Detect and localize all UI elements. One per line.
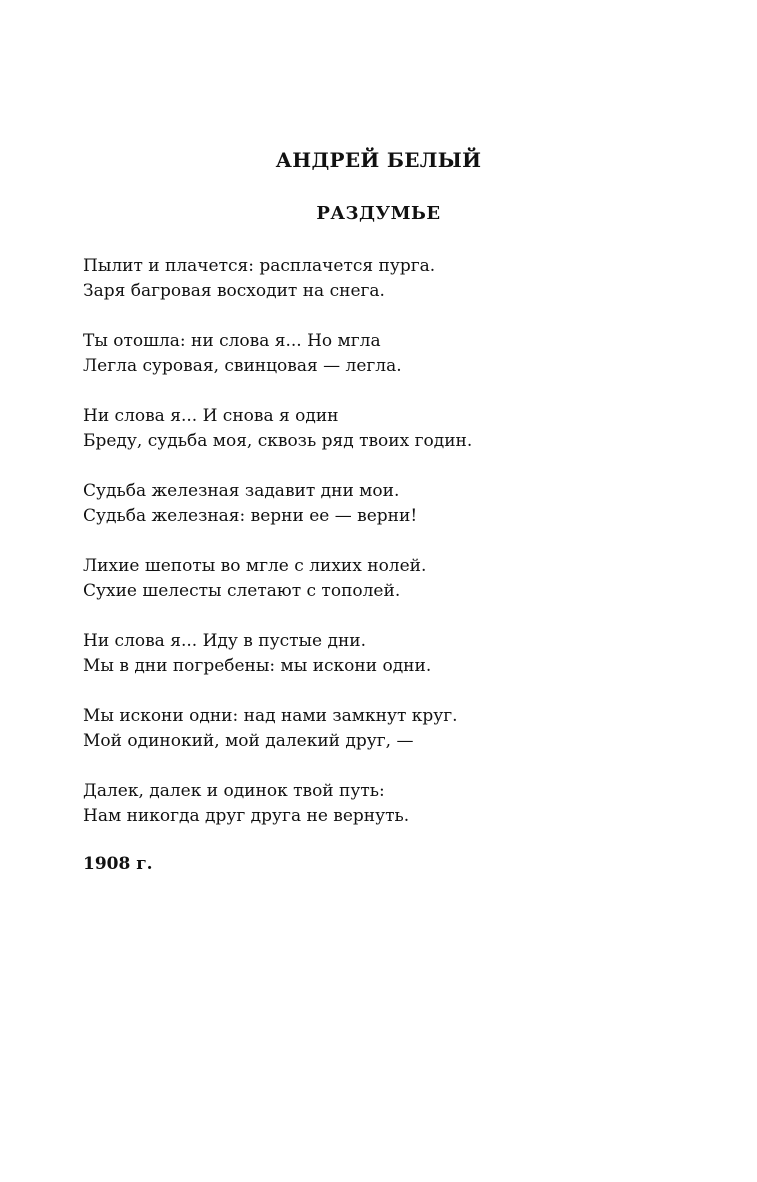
poem-line: Бреду, судьба моя, сквозь ряд твоих годин. [83,431,473,451]
stanza [83,629,733,679]
poem-line: Ты отошла: ни слова я... Но мгла [83,331,381,351]
poem-line: Сухие шелесты слетают с тополей. [83,581,401,601]
stanza [83,479,733,529]
poem-date: 1908 г. [83,854,153,874]
poem-line: Далек, далек и одинок твой путь: [83,781,385,801]
poem-line: Легла суровая, свинцовая — легла. [83,356,402,376]
stanza [83,404,733,454]
poem-line: Судьба железная: верни ее — верни! [83,506,418,526]
poem-line: Лихие шепоты во мгле с лихих нолей. [83,556,427,576]
poem-line: Заря багровая восходит на снега. [83,281,385,301]
poem-line: Мы искони одни: над нами замкнут круг. [83,706,458,726]
stanza [83,779,733,829]
poem-line: Ни слова я... Иду в пустые дни. [83,631,367,651]
stanza [83,254,733,304]
poem-line: Мы в дни погребены: мы искони одни. [83,656,432,676]
poem-line: Ни слова я... И снова я один [83,406,339,426]
poem-line: Мой одинокий, мой далекий друг, — [83,731,414,751]
stanza [83,554,733,604]
stanza [83,704,733,754]
poem-title: РАЗДУМЬЕ [316,203,441,224]
poem-line: Судьба железная задавит дни мои. [83,481,400,501]
poem-line: Пылит и плачется: расплачется пурга. [83,256,436,276]
stanza [83,329,733,379]
poem-line: Нам никогда друг друга не вернуть. [83,806,410,826]
poem-body [83,254,733,854]
author-heading: АНДРЕЙ БЕЛЫЙ [275,148,482,172]
